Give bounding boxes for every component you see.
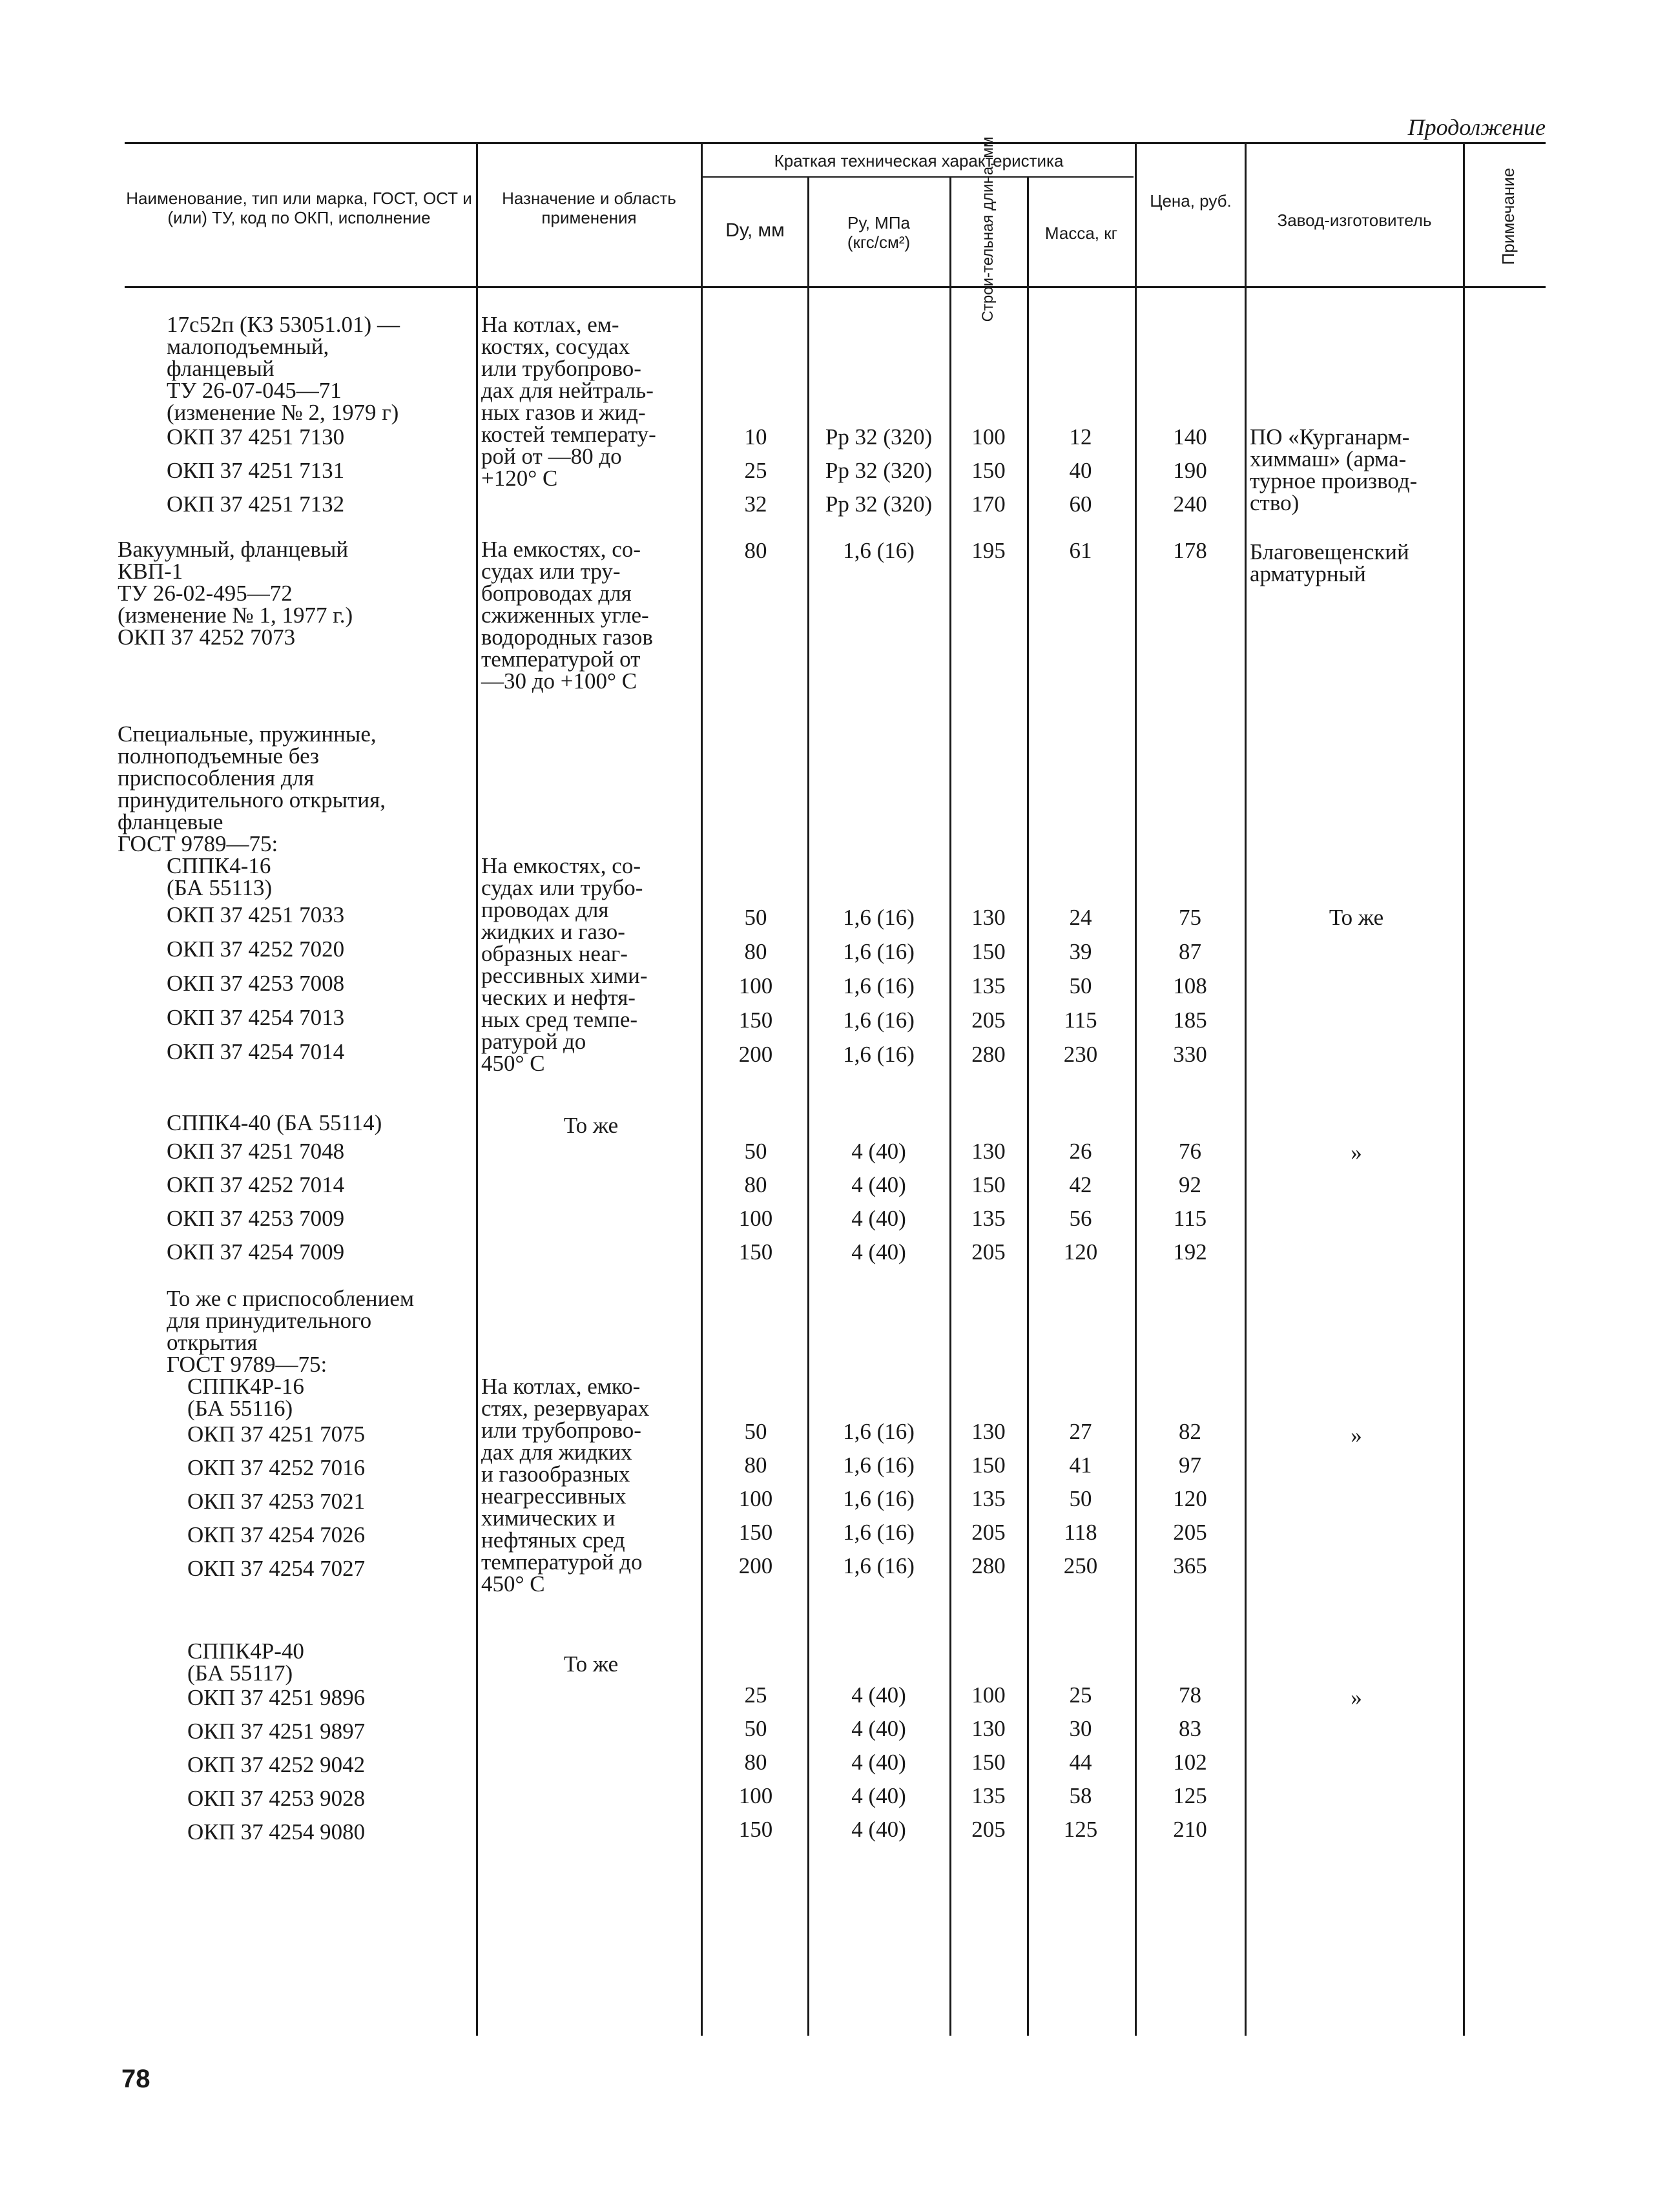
block2-row1-dy: 80 (744, 939, 767, 964)
block0-name: 17с52п (КЗ 53051.01) — малоподъемный, фланцевый ТУ 26-07-045—71 (изменение № 2, 1979 г) (167, 312, 400, 425)
block2-row4-mass: 230 (1063, 1042, 1098, 1067)
block3-row1-mass: 42 (1069, 1172, 1092, 1197)
block3-maker: » (1351, 1140, 1362, 1165)
block5-row2-okp: ОКП 37 4252 9042 (187, 1752, 366, 1777)
block2-row2-py: 1,6 (16) (843, 973, 915, 998)
block5-row4-okp: ОКП 37 4254 9080 (187, 1819, 366, 1845)
block3-row0-len: 130 (971, 1139, 1006, 1164)
block0-row0-dy: 10 (744, 424, 767, 450)
block5-row3-len: 135 (971, 1783, 1006, 1808)
block4-row2-dy: 100 (738, 1486, 773, 1511)
block2-row3-mass: 115 (1064, 1008, 1097, 1033)
block3-row0-mass: 26 (1069, 1139, 1092, 1164)
block3-row3-okp: ОКП 37 4254 7009 (167, 1239, 345, 1265)
continuation-label: Продолжение (1407, 114, 1546, 140)
block3-row2-py: 4 (40) (851, 1206, 906, 1231)
block0-row1-mass: 40 (1069, 458, 1092, 483)
block5-sub: СППК4Р-40 (БА 55117) (187, 1638, 304, 1686)
block3-row2-price: 115 (1173, 1206, 1207, 1231)
block1-row0-price: 178 (1173, 538, 1207, 563)
header-name: Наименование, тип или марка, ГОСТ, ОСТ и (или) ТУ, код по ОКП, исполнение (126, 189, 472, 227)
block1-name: Вакуумный, фланцевый КВП-1 ТУ 26-02-495—72 (изменение № 1, 1977 г.) ОКП 37 4252 7073 (118, 537, 353, 650)
block3-row1-price: 92 (1179, 1172, 1201, 1197)
block5-row2-dy: 80 (744, 1750, 767, 1775)
block4-row0-py: 1,6 (16) (843, 1419, 915, 1444)
block5-row1-mass: 30 (1069, 1716, 1092, 1741)
header-py-alt: (кгс/см²) (847, 233, 911, 252)
block3-row2-mass: 56 (1069, 1206, 1092, 1231)
block5-row0-price: 78 (1179, 1682, 1201, 1708)
block4-row1-mass: 41 (1069, 1452, 1092, 1478)
block4-row4-okp: ОКП 37 4254 7027 (187, 1556, 366, 1581)
header-py-unit: Pу, МПа (847, 213, 910, 233)
block0-row2-okp: ОКП 37 4251 7132 (167, 491, 345, 517)
block2-row0-mass: 24 (1069, 905, 1092, 930)
block3-row2-len: 135 (971, 1206, 1006, 1231)
block4-row0-len: 130 (971, 1419, 1006, 1444)
block2-row0-dy: 50 (744, 905, 767, 930)
header-length: Строи-тельная длина, мм (979, 136, 997, 322)
block4-row2-mass: 50 (1069, 1486, 1092, 1511)
header-maker: Завод-изготовитель (1277, 211, 1432, 230)
block2-row1-len: 150 (971, 939, 1006, 964)
block2-row2-okp: ОКП 37 4253 7008 (167, 971, 345, 996)
block3-row0-price: 76 (1179, 1139, 1201, 1164)
block3-row1-okp: ОКП 37 4252 7014 (167, 1172, 345, 1197)
block2-row3-dy: 150 (738, 1008, 773, 1033)
block5-row0-okp: ОКП 37 4251 9896 (187, 1685, 366, 1710)
block2-row4-py: 1,6 (16) (843, 1042, 915, 1067)
block0-row1-okp: ОКП 37 4251 7131 (167, 458, 345, 483)
block3-row3-len: 205 (971, 1239, 1006, 1265)
col-sep-note (1463, 143, 1465, 2036)
block0-row1-len: 150 (971, 458, 1006, 483)
block1-purpose: На емкостях, со- судах или тру- бопроводах для сжиженных угле- водородных газов температурой от —30 до +100° С (481, 537, 653, 694)
block5-row2-len: 150 (971, 1750, 1006, 1775)
block5-row2-price: 102 (1173, 1750, 1207, 1775)
block5-row3-dy: 100 (738, 1783, 773, 1808)
block3-row3-dy: 150 (738, 1239, 773, 1265)
block4-row0-okp: ОКП 37 4251 7075 (187, 1421, 366, 1447)
block3-row0-dy: 50 (744, 1139, 767, 1164)
header-tech: Краткая техническая характеристика (774, 151, 1064, 171)
block4-row0-price: 82 (1179, 1419, 1201, 1444)
block4-purpose: На котлах, емко- стях, резервуарах или трубопрово- дах для жидких и газообразных неагрессивных химических и нефтяных сред температурой до 450° С (481, 1374, 650, 1597)
block0-maker: ПО «Курганарм- химмаш» (арма- турное производ- ство) (1250, 424, 1418, 515)
block2-row2-len: 135 (971, 973, 1006, 998)
block1-row0-py: 1,6 (16) (843, 538, 915, 563)
block4-row1-dy: 80 (744, 1452, 767, 1478)
block5-row2-py: 4 (40) (851, 1750, 906, 1775)
block4-sub: СППК4Р-16 (БА 55116) (187, 1374, 304, 1421)
block2-sub: СППК4-16 (БА 55113) (167, 853, 273, 900)
col-sep-maker (1245, 143, 1247, 2036)
block0-row0-price: 140 (1173, 424, 1207, 450)
block0-row2-mass: 60 (1069, 491, 1092, 517)
block3-row3-mass: 120 (1063, 1239, 1098, 1265)
block5-row3-price: 125 (1173, 1783, 1207, 1808)
block3-row2-okp: ОКП 37 4253 7009 (167, 1206, 345, 1231)
block4-row3-py: 1,6 (16) (843, 1520, 915, 1545)
page-number: 78 (121, 2065, 150, 2093)
header-mass: Масса, кг (1044, 223, 1118, 243)
block2-row4-price: 330 (1173, 1042, 1207, 1067)
header-price: Цена, руб. (1150, 191, 1232, 211)
block2-row1-py: 1,6 (16) (843, 939, 915, 964)
block4-row1-py: 1,6 (16) (843, 1452, 915, 1478)
block3-row3-price: 192 (1173, 1239, 1207, 1265)
block5-row3-py: 4 (40) (851, 1783, 906, 1808)
block3-sub: СППК4-40 (БА 55114) (167, 1110, 382, 1135)
block0-row2-dy: 32 (744, 491, 767, 517)
block4-row2-okp: ОКП 37 4253 7021 (187, 1489, 366, 1514)
block4-row4-price: 365 (1173, 1553, 1207, 1578)
block3-row1-len: 150 (971, 1172, 1006, 1197)
block1-maker: Благовещенский арматурный (1250, 539, 1409, 586)
block5-row4-mass: 125 (1063, 1817, 1098, 1842)
block3-row3-py: 4 (40) (851, 1239, 906, 1265)
block4-row2-len: 135 (971, 1486, 1006, 1511)
block4-row2-py: 1,6 (16) (843, 1486, 915, 1511)
header-dy: Dу, мм (725, 220, 785, 241)
block5-row1-len: 130 (971, 1716, 1006, 1741)
header-purpose: Назначение и область применения (502, 189, 676, 227)
block4-row3-dy: 150 (738, 1520, 773, 1545)
header-note: Примечание (1498, 167, 1518, 265)
block2-row1-okp: ОКП 37 4252 7020 (167, 936, 345, 962)
block5-row1-dy: 50 (744, 1716, 767, 1741)
block5-purpose: То же (563, 1651, 619, 1677)
block2-row0-py: 1,6 (16) (843, 905, 915, 930)
block5-row2-mass: 44 (1069, 1750, 1092, 1775)
block4-row4-py: 1,6 (16) (843, 1553, 915, 1578)
block5-row4-py: 4 (40) (851, 1817, 906, 1842)
block4-row3-mass: 118 (1064, 1520, 1097, 1545)
block1-row0-dy: 80 (744, 538, 767, 563)
block0-purpose: На котлах, ем- костях, сосудах или трубопрово- дах для нейтраль- ных газов и жид- костей температу- рой от —80 до +120° С (481, 312, 656, 491)
block2-row0-len: 130 (971, 905, 1006, 930)
tech-header-rule (701, 176, 1134, 178)
block2-row0-okp: ОКП 37 4251 7033 (167, 902, 345, 927)
block4-row1-price: 97 (1179, 1452, 1201, 1478)
block4-row0-mass: 27 (1069, 1419, 1092, 1444)
block0-row1-py: Pр 32 (320) (825, 458, 933, 483)
block5-row1-py: 4 (40) (851, 1716, 906, 1741)
header-bottom-rule (125, 286, 1546, 288)
block2-row2-mass: 50 (1069, 973, 1092, 998)
block4-row3-price: 205 (1173, 1520, 1207, 1545)
block2-row1-mass: 39 (1069, 939, 1092, 964)
block2-row4-dy: 200 (738, 1042, 773, 1067)
block1-row0-len: 195 (971, 538, 1006, 563)
block0-row0-len: 100 (971, 424, 1006, 450)
block5-row0-mass: 25 (1069, 1682, 1092, 1708)
block2-row3-okp: ОКП 37 4254 7013 (167, 1005, 345, 1030)
block5-row3-okp: ОКП 37 4253 9028 (187, 1786, 366, 1811)
block5-row3-mass: 58 (1069, 1783, 1092, 1808)
block5-row0-dy: 25 (744, 1682, 767, 1708)
block4-row2-price: 120 (1173, 1486, 1207, 1511)
header-py (809, 213, 948, 252)
block4-row0-dy: 50 (744, 1419, 767, 1444)
block0-row1-price: 190 (1173, 458, 1207, 483)
block1-row0-mass: 61 (1069, 538, 1092, 563)
block2-purpose: На емкостях, со- судах или трубо- проводах для жидких и газо- образных неаг- рессивных хими- ческих и нефтя- ных сред темпе- ратурой до 450° С (481, 853, 648, 1076)
block5-row1-okp: ОКП 37 4251 9897 (187, 1719, 366, 1744)
table-top-rule (125, 142, 1546, 144)
block0-row0-mass: 12 (1069, 424, 1092, 450)
col-sep-purpose (476, 143, 478, 2036)
block0-row1-dy: 25 (744, 458, 767, 483)
block5-row0-py: 4 (40) (851, 1682, 906, 1708)
block4-maker: » (1351, 1423, 1362, 1448)
block3-row0-py: 4 (40) (851, 1139, 906, 1164)
block2-name: Специальные, пружинные, полноподъемные без приспособления для принудительного открытия, фланцевые ГОСТ 9789—75: (118, 721, 386, 856)
block2-row3-len: 205 (971, 1008, 1006, 1033)
block4-row4-len: 280 (971, 1553, 1006, 1578)
block2-row4-len: 280 (971, 1042, 1006, 1067)
block2-row2-price: 108 (1173, 973, 1207, 998)
block0-row0-py: Pр 32 (320) (825, 424, 933, 450)
block0-row2-len: 170 (971, 491, 1006, 517)
block2-row3-price: 185 (1173, 1008, 1207, 1033)
col-sep-dy (701, 143, 703, 2036)
block3-row0-okp: ОКП 37 4251 7048 (167, 1139, 345, 1164)
block3-row1-py: 4 (40) (851, 1172, 906, 1197)
block2-row3-py: 1,6 (16) (843, 1008, 915, 1033)
block0-row2-py: Pр 32 (320) (825, 491, 933, 517)
block4-name: То же с приспособлением для принудительного открытия ГОСТ 9789—75: (167, 1286, 415, 1377)
block2-row4-okp: ОКП 37 4254 7014 (167, 1039, 345, 1064)
block3-purpose: То же (563, 1113, 619, 1138)
block0-row0-okp: ОКП 37 4251 7130 (167, 424, 345, 450)
block5-row4-price: 210 (1173, 1817, 1207, 1842)
block5-row1-price: 83 (1179, 1716, 1201, 1741)
block4-row1-len: 150 (971, 1452, 1006, 1478)
block5-row4-len: 205 (971, 1817, 1006, 1842)
block4-row4-mass: 250 (1063, 1553, 1098, 1578)
block2-row0-price: 75 (1179, 905, 1201, 930)
block4-row3-len: 205 (971, 1520, 1006, 1545)
block0-row2-price: 240 (1173, 491, 1207, 517)
block2-maker: То же (1329, 905, 1384, 930)
block3-row2-dy: 100 (738, 1206, 773, 1231)
block5-row4-dy: 150 (738, 1817, 773, 1842)
block5-row0-len: 100 (971, 1682, 1006, 1708)
block4-row4-dy: 200 (738, 1553, 773, 1578)
block3-row1-dy: 80 (744, 1172, 767, 1197)
block4-row3-okp: ОКП 37 4254 7026 (187, 1522, 366, 1547)
block4-row1-okp: ОКП 37 4252 7016 (187, 1455, 366, 1480)
block2-row2-dy: 100 (738, 973, 773, 998)
block5-maker: » (1351, 1685, 1362, 1710)
block2-row1-price: 87 (1179, 939, 1201, 964)
